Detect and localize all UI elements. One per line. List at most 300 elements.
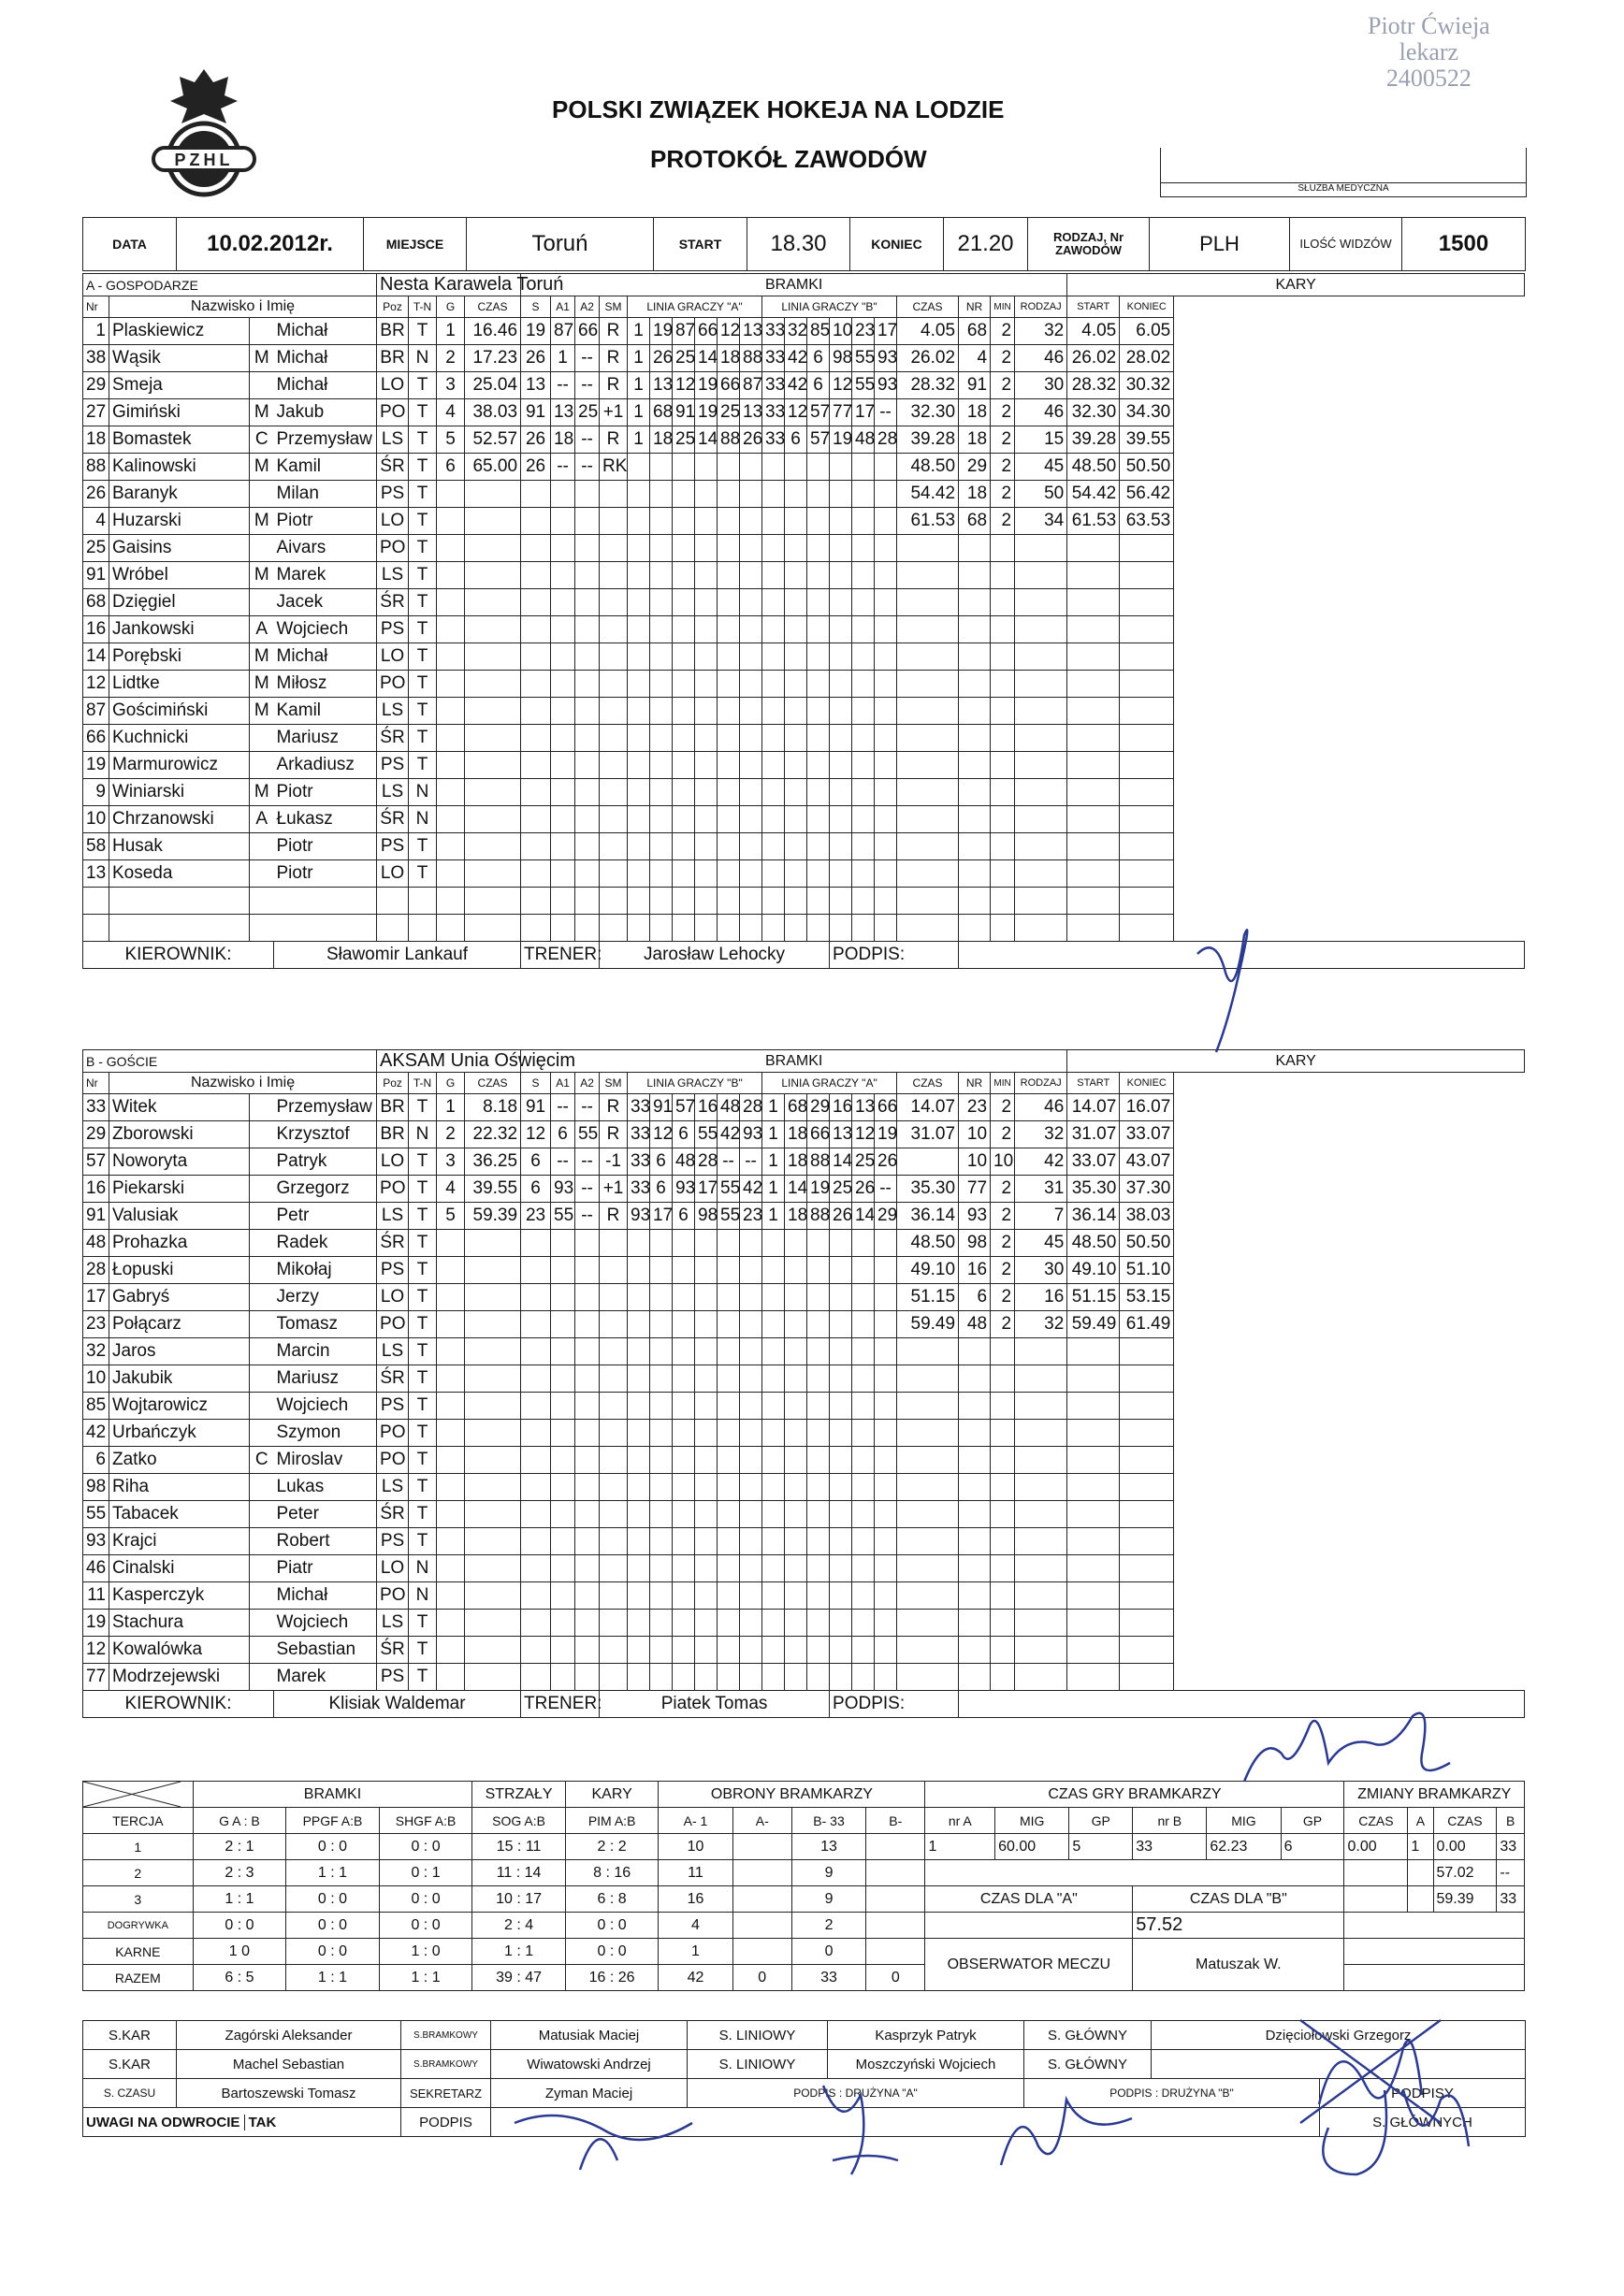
empty-cell	[959, 779, 991, 806]
penalty-cell: 16	[1015, 1284, 1067, 1311]
player-row	[83, 671, 1525, 698]
gk-time-cell: 1	[925, 1834, 995, 1860]
empty-cell	[897, 1365, 959, 1393]
penalty-cell: 32	[1015, 1311, 1067, 1338]
empty-cell	[1067, 1637, 1120, 1664]
remarks-yes: TAK	[244, 2115, 277, 2130]
empty-cell	[628, 616, 650, 643]
empty-cell	[762, 1664, 785, 1691]
empty-cell	[673, 806, 695, 833]
empty-cell	[673, 1528, 695, 1555]
empty-cell	[628, 888, 650, 915]
player-surname: Marmurowicz	[109, 752, 250, 779]
observer-label: OBSERWATOR MECZU	[925, 1939, 1133, 1991]
period-row	[83, 1834, 1525, 1860]
empty-cell	[762, 752, 785, 779]
empty-cell	[991, 1501, 1015, 1528]
empty-cell	[897, 698, 959, 725]
empty-cell	[600, 860, 628, 888]
player-position: BR	[377, 1121, 409, 1148]
empty-cell	[897, 1664, 959, 1691]
empty-cell	[897, 1474, 959, 1501]
player-mark	[250, 725, 274, 752]
empty-cell	[1067, 1555, 1120, 1582]
empty-cell	[991, 643, 1015, 671]
goal-cell: 93	[551, 1176, 575, 1203]
player-mark	[250, 1121, 274, 1148]
player-row	[83, 1555, 1525, 1582]
empty-cell	[1067, 1420, 1120, 1447]
player-row	[83, 589, 1525, 616]
empty-cell	[991, 833, 1015, 860]
player-surname: Urbańczyk	[109, 1420, 250, 1447]
penalty-cell: 2	[991, 372, 1015, 399]
goal-cell: 33	[628, 1148, 650, 1176]
empty-cell	[650, 1610, 673, 1637]
empty-cell	[551, 1284, 575, 1311]
player-mark	[250, 1338, 274, 1365]
empty-cell	[807, 1257, 830, 1284]
empty-cell	[600, 752, 628, 779]
penalty-cell: 2	[991, 1094, 1015, 1121]
empty-cell	[807, 589, 830, 616]
goal-judge-1: Matusiak Maciej	[491, 2021, 688, 2050]
goal-cell: R	[600, 426, 628, 454]
penalty-cell: 2	[991, 481, 1015, 508]
col-pos: Poz	[377, 1073, 409, 1094]
col-pen-type: RODZAJ	[1015, 296, 1067, 318]
player-firstname: Kamil	[274, 698, 377, 725]
empty-cell	[852, 1528, 875, 1555]
empty-cell	[600, 1338, 628, 1365]
empty-cell	[897, 1555, 959, 1582]
penalty-cell: 46	[1015, 1094, 1067, 1121]
empty-cell	[718, 779, 740, 806]
goal-cell: 1	[628, 426, 650, 454]
goal-cell	[875, 454, 897, 481]
empty-cell	[650, 1257, 673, 1284]
empty-cell	[551, 915, 575, 942]
empty-cell	[551, 589, 575, 616]
goal-cell: 1	[628, 345, 650, 372]
time-for-a-label: CZAS DLA "A"	[925, 1886, 1133, 1913]
col-pen-end: KONIEC	[1120, 296, 1174, 318]
empty-cell	[465, 508, 521, 535]
penalty-cell: 2	[991, 1203, 1015, 1230]
goal-cell: 25	[673, 345, 695, 372]
player-surname: Porębski	[109, 643, 250, 671]
player-mark	[250, 1501, 274, 1528]
empty-cell	[762, 535, 785, 562]
empty-cell	[1067, 1664, 1120, 1691]
manager-label: KIEROWNIK:	[83, 1691, 274, 1718]
player-tn: N	[409, 1555, 437, 1582]
empty-cell	[521, 643, 551, 671]
player-row	[83, 1257, 1525, 1284]
empty-cell	[959, 1610, 991, 1637]
empty-cell	[718, 833, 740, 860]
player-mark: M	[250, 508, 274, 535]
period-row	[83, 1860, 1525, 1886]
player-firstname: Grzegorz	[274, 1176, 377, 1203]
player-firstname: Aivars	[274, 535, 377, 562]
period-cell: 0 : 0	[286, 1939, 380, 1965]
empty-cell	[650, 562, 673, 589]
player-firstname: Arkadiusz	[274, 752, 377, 779]
penalty-cell: 61.53	[1067, 508, 1120, 535]
empty-cell	[762, 806, 785, 833]
player-row	[83, 562, 1525, 589]
penalty-cell: 28.32	[1067, 372, 1120, 399]
penalty-cell: 35.30	[1067, 1176, 1120, 1203]
empty-cell	[991, 915, 1015, 942]
empty-cell	[551, 860, 575, 888]
empty-cell	[465, 860, 521, 888]
empty-cell	[650, 725, 673, 752]
empty-cell	[521, 860, 551, 888]
empty-cell	[521, 1338, 551, 1365]
penalty-cell: 6.05	[1120, 318, 1174, 345]
empty-cell	[740, 1664, 762, 1691]
player-row	[83, 1203, 1525, 1230]
empty-cell	[551, 1555, 575, 1582]
player-tn: T	[409, 616, 437, 643]
player-surname: Noworyta	[109, 1148, 250, 1176]
goal-cell: 39.55	[465, 1176, 521, 1203]
empty-cell	[762, 1447, 785, 1474]
player-position: PS	[377, 1393, 409, 1420]
empty-cell	[1120, 725, 1174, 752]
empty-cell	[650, 1311, 673, 1338]
period-cell: 9	[791, 1860, 865, 1886]
player-number: 4	[83, 508, 109, 535]
player-tn: N	[409, 779, 437, 806]
player-row	[83, 1582, 1525, 1610]
empty-cell	[628, 535, 650, 562]
empty-cell	[695, 1230, 718, 1257]
goal-cell: 2	[437, 345, 465, 372]
empty-cell	[600, 1582, 628, 1610]
empty-cell	[600, 589, 628, 616]
empty-cell	[1067, 1338, 1120, 1365]
player-surname: Gimiński	[109, 399, 250, 426]
empty-cell	[875, 833, 897, 860]
period-row	[83, 1913, 1525, 1939]
period-cell: 0 : 0	[379, 1913, 472, 1939]
player-position: LO	[377, 643, 409, 671]
empty-cell	[551, 508, 575, 535]
goal-cell: 12	[650, 1121, 673, 1148]
empty-cell	[650, 671, 673, 698]
empty-cell	[762, 779, 785, 806]
penalty-cell: 35.30	[897, 1176, 959, 1203]
goal-cell: --	[740, 1148, 762, 1176]
empty-cell	[807, 1393, 830, 1420]
goal-cell: 19	[521, 318, 551, 345]
period-cell: 0 : 0	[286, 1834, 380, 1860]
goal-cell: 16	[695, 1094, 718, 1121]
player-firstname: Sebastian	[274, 1637, 377, 1664]
col-czas: CZAS	[465, 1073, 521, 1094]
empty-cell	[830, 833, 852, 860]
penalty-cell: 46	[1015, 399, 1067, 426]
goal-cell	[718, 454, 740, 481]
col-line-2: LINIA GRACZY "B"	[762, 296, 897, 318]
goal-cell: 6	[551, 1121, 575, 1148]
empty-cell	[673, 725, 695, 752]
empty-cell	[718, 562, 740, 589]
empty-cell	[762, 562, 785, 589]
empty-cell	[1120, 1555, 1174, 1582]
empty-cell	[600, 1284, 628, 1311]
player-tn: T	[409, 589, 437, 616]
player-firstname: Michał	[274, 318, 377, 345]
empty-cell	[575, 1338, 600, 1365]
empty-cell	[740, 1555, 762, 1582]
player-row	[83, 345, 1525, 372]
player-position: ŚR	[377, 1501, 409, 1528]
penalty-cell: 30	[1015, 372, 1067, 399]
empty-cell	[830, 1311, 852, 1338]
goal-cell: 88	[740, 345, 762, 372]
empty-cell	[991, 1528, 1015, 1555]
goal-cell: 6	[650, 1176, 673, 1203]
empty-cell	[521, 1447, 551, 1474]
period-cell: 6 : 5	[193, 1965, 286, 1991]
empty-cell	[465, 1230, 521, 1257]
empty-cell	[959, 806, 991, 833]
empty-cell	[959, 1555, 991, 1582]
penalty-cell: 10	[991, 1148, 1015, 1176]
penalty-cell: 93	[959, 1203, 991, 1230]
player-mark	[250, 1230, 274, 1257]
linesman-label-2: S. LINIOWY	[688, 2050, 828, 2079]
player-tn: T	[409, 508, 437, 535]
goal-cell: 66	[875, 1094, 897, 1121]
empty-cell	[575, 860, 600, 888]
empty-cell	[575, 1582, 600, 1610]
empty-cell	[852, 698, 875, 725]
empty-cell	[551, 1447, 575, 1474]
empty-cell	[575, 725, 600, 752]
goal-cell: 14	[785, 1176, 807, 1203]
empty-cell	[785, 833, 807, 860]
empty-cell	[718, 1555, 740, 1582]
col-line-2: LINIA GRACZY "A"	[762, 1073, 897, 1094]
period-cell: 8 : 16	[565, 1860, 659, 1886]
period-cell: 0 : 0	[286, 1886, 380, 1913]
player-position: LO	[377, 860, 409, 888]
player-number: 16	[83, 616, 109, 643]
empty-cell	[875, 1311, 897, 1338]
empty-cell	[807, 1420, 830, 1447]
period-cell	[866, 1834, 925, 1860]
period-cell: 13	[791, 1834, 865, 1860]
empty-cell	[521, 1610, 551, 1637]
player-position: BR	[377, 318, 409, 345]
player-position: LS	[377, 562, 409, 589]
goal-cell: --	[551, 372, 575, 399]
player-surname: Kalinowski	[109, 454, 250, 481]
player-position: PO	[377, 1582, 409, 1610]
time-for-b-value: 57.52	[1133, 1913, 1344, 1939]
player-surname: Witek	[109, 1094, 250, 1121]
penalty-cell: 39.28	[1067, 426, 1120, 454]
empty-cell	[785, 1637, 807, 1664]
spectators-label: ILOŚĆ WIDZÓW	[1290, 218, 1402, 271]
penalty-cell: 2	[991, 318, 1015, 345]
player-row	[83, 426, 1525, 454]
empty-cell	[465, 1501, 521, 1528]
goal-cell: 55	[575, 1121, 600, 1148]
empty-cell	[852, 481, 875, 508]
empty-cell	[830, 643, 852, 671]
summary-subheader: B-	[866, 1808, 925, 1834]
empty-cell	[650, 643, 673, 671]
empty-cell	[521, 915, 551, 942]
empty-cell	[875, 725, 897, 752]
summary-saves-label: OBRONY BRAMKARZY	[659, 1782, 925, 1808]
empty-cell	[521, 1284, 551, 1311]
player-mark	[250, 833, 274, 860]
goal-cell: 13	[852, 1094, 875, 1121]
empty-cell	[1015, 1610, 1067, 1637]
empty-cell	[1015, 589, 1067, 616]
goal-cell: 32	[785, 318, 807, 345]
empty-cell	[650, 1338, 673, 1365]
empty-cell	[521, 1257, 551, 1284]
stamp-line-1: Piotr Ćwieja	[1368, 12, 1490, 39]
coach-label: TRENER:	[521, 1691, 600, 1718]
empty-cell	[785, 806, 807, 833]
empty-cell	[465, 1664, 521, 1691]
period-cell: 2 : 4	[472, 1913, 566, 1939]
empty-cell	[762, 481, 785, 508]
empty-cell	[521, 1311, 551, 1338]
empty-cell	[575, 1637, 600, 1664]
player-number: 12	[83, 1637, 109, 1664]
col-pen-min: MIN	[991, 296, 1015, 318]
player-firstname: Jakub	[274, 399, 377, 426]
empty-cell	[650, 1528, 673, 1555]
empty-cell	[762, 1610, 785, 1637]
player-row	[83, 1284, 1525, 1311]
penalty-cell: 16	[959, 1257, 991, 1284]
empty-cell	[628, 671, 650, 698]
period-cell: 4	[659, 1913, 732, 1939]
player-tn: T	[409, 1094, 437, 1121]
player-number: 46	[83, 1555, 109, 1582]
empty-cell	[109, 915, 250, 942]
referees-signatures-label: PODPISY	[1320, 2079, 1526, 2108]
empty-cell	[600, 833, 628, 860]
empty-cell	[465, 725, 521, 752]
period-cell: 0	[791, 1939, 865, 1965]
empty-cell	[740, 1610, 762, 1637]
empty-cell	[1120, 1528, 1174, 1555]
empty-cell	[575, 1257, 600, 1284]
player-firstname: Wojciech	[274, 1610, 377, 1637]
empty-cell	[897, 1528, 959, 1555]
empty-cell	[551, 671, 575, 698]
empty-cell	[1120, 589, 1174, 616]
player-position: PS	[377, 1664, 409, 1691]
empty-cell	[673, 1447, 695, 1474]
period-cell	[866, 1939, 925, 1965]
empty-cell	[875, 562, 897, 589]
empty-cell	[897, 671, 959, 698]
empty-cell	[695, 481, 718, 508]
empty-cell	[465, 1257, 521, 1284]
empty-cell	[673, 481, 695, 508]
empty-cell	[991, 671, 1015, 698]
empty-cell	[551, 481, 575, 508]
empty-cell	[830, 562, 852, 589]
empty-cell	[1015, 1501, 1067, 1528]
empty-cell	[991, 1474, 1015, 1501]
goal-cell: 2	[437, 1121, 465, 1148]
empty-cell	[409, 888, 437, 915]
empty-cell	[521, 671, 551, 698]
player-surname: Riha	[109, 1474, 250, 1501]
player-row	[83, 725, 1525, 752]
empty-cell	[740, 1230, 762, 1257]
empty-cell	[785, 1474, 807, 1501]
empty-cell	[600, 671, 628, 698]
empty-cell	[762, 1420, 785, 1447]
empty-cell	[600, 1528, 628, 1555]
empty-cell	[628, 806, 650, 833]
empty-cell	[718, 1528, 740, 1555]
empty-cell	[437, 888, 465, 915]
empty-cell	[762, 671, 785, 698]
goal-cell: 33	[762, 426, 785, 454]
gk-change-cell: --	[1497, 1860, 1525, 1886]
referee-label: S. GŁÓWNY	[1024, 2021, 1152, 2050]
goal-cell: 93	[673, 1176, 695, 1203]
empty-cell	[600, 1555, 628, 1582]
player-mark: M	[250, 454, 274, 481]
goal-cell: 14	[695, 426, 718, 454]
goal-cell: 5	[437, 1203, 465, 1230]
empty-cell	[695, 1664, 718, 1691]
empty-cell	[740, 481, 762, 508]
empty-cell	[650, 508, 673, 535]
team-side-label: B - GOŚCIE	[83, 1050, 377, 1073]
penalty-judge-label-2: S.KAR	[83, 2050, 177, 2079]
penalty-cell: 49.10	[1067, 1257, 1120, 1284]
empty-cell	[575, 616, 600, 643]
gk-change-cell: 59.39	[1433, 1886, 1497, 1913]
penalty-cell: 2	[991, 454, 1015, 481]
empty-cell	[1120, 562, 1174, 589]
period-cell: 0 : 1	[379, 1860, 472, 1886]
col-nr: Nr	[83, 296, 109, 318]
summary-subheader: A	[1408, 1808, 1433, 1834]
penalty-cell: 61.53	[897, 508, 959, 535]
empty-cell	[762, 1257, 785, 1284]
empty-cell	[807, 1610, 830, 1637]
player-number: 12	[83, 671, 109, 698]
empty-cell	[521, 1420, 551, 1447]
empty-cell	[807, 888, 830, 915]
player-tn: T	[409, 1501, 437, 1528]
empty-cell	[762, 1284, 785, 1311]
player-number: 55	[83, 1501, 109, 1528]
player-position: ŚR	[377, 806, 409, 833]
empty-cell	[875, 1257, 897, 1284]
empty-cell	[875, 1664, 897, 1691]
